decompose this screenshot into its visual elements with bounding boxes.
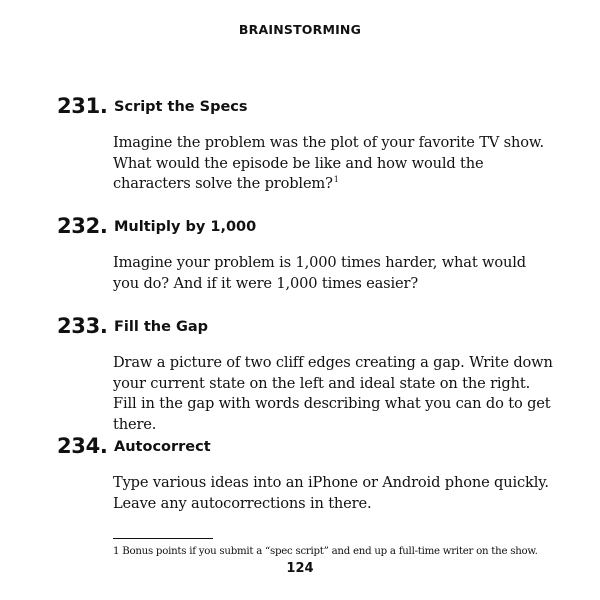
entry-heading [57, 433, 557, 459]
entry-title: Script the Specs [114, 99, 248, 115]
entry-233 [57, 313, 557, 435]
page-number: 124 [286, 561, 314, 576]
entry-title: Multiply by 1,000 [114, 219, 257, 235]
entry-232 [57, 213, 557, 294]
footnote: 1 Bonus points if you submit a “spec script” and end up a full-time writer on the show. [113, 546, 538, 557]
entry-body [113, 133, 553, 195]
entry-heading [57, 213, 557, 239]
entry-body-text: Imagine the problem was the plot of your favorite TV show. What would the episode be like and how would the characters solve the problem? [113, 134, 544, 192]
entry-234 [57, 433, 557, 514]
entry-body: Draw a picture of two cliff edges creating a gap. Write down your current state on the left and ideal state on the right. Fill in the gap with words describing what you can do to get there. [113, 354, 553, 433]
entry-number: 234. [57, 434, 108, 458]
entry-title: Fill the Gap [114, 319, 209, 335]
entry-231 [57, 93, 557, 195]
entry-heading [57, 93, 557, 119]
entry-body: Imagine your problem is 1,000 times harder, what would you do? And if it were 1,000 times easier? [113, 254, 526, 292]
footnote-divider [113, 538, 213, 539]
entry-body: Type various ideas into an iPhone or Android phone quickly. Leave any autocorrections in there. [113, 474, 549, 512]
entry-title: Autocorrect [114, 439, 211, 455]
entry-number: 232. [57, 214, 108, 238]
entry-number: 231. [57, 94, 108, 118]
entry-number: 233. [57, 314, 108, 338]
running-header: BRAINSTORMING [238, 22, 362, 37]
entry-heading [57, 313, 557, 339]
footnote-reference[interactable]: 1 [333, 175, 339, 185]
